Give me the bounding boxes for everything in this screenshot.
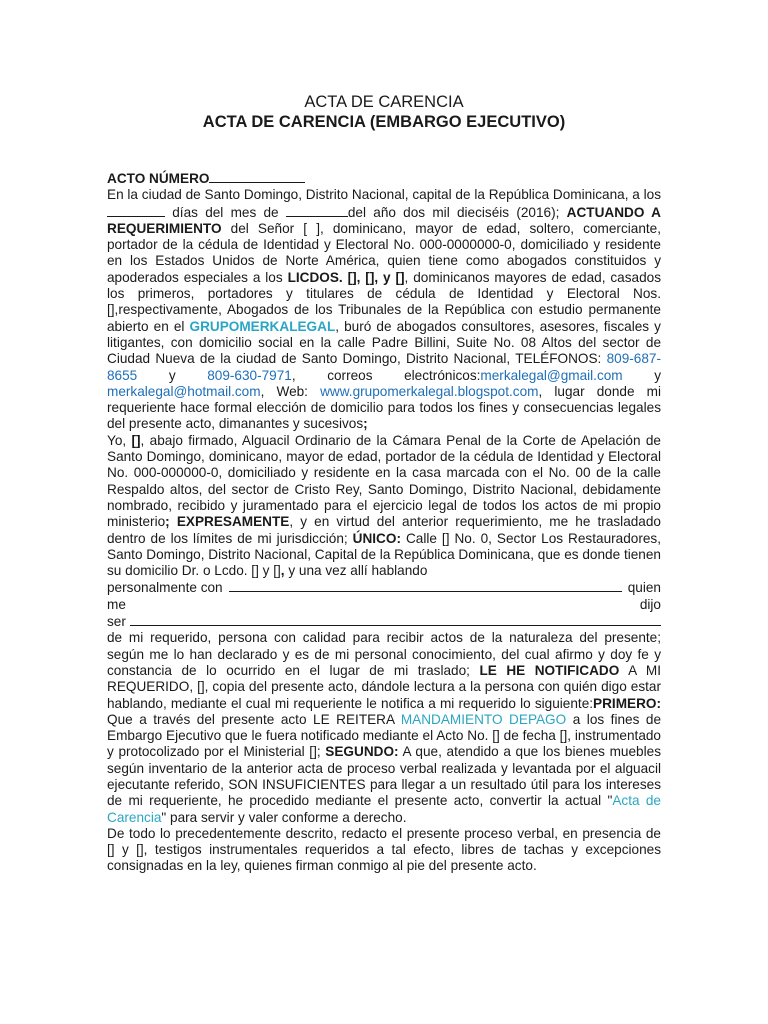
p2-segundo: SEGUNDO: <box>325 744 399 760</box>
p2-text-c: , abajo firmado, Alguacil Ordinario de la Cámara Penal de la Corte de Apelación de Santo Domingo, dominicano, mayor de edad, portador de la cédula de Identidad y Electoral No. 000-000000-0, domiciliado y residente en la casa marcada con el No. 00 de la calle Respaldo altos, del sector de Cristo Rey, Santo Domingo, Distrito Nacional, debidamente nombrado, recibido y juramentado para el ejercicio legal de todos los actos de mi propio ministerio <box>107 432 661 530</box>
email-link-2[interactable]: merkalegal@hotmail.com <box>107 383 261 399</box>
document-title: ACTA DE CARENCIA <box>304 93 464 111</box>
p2-text-l: me <box>107 596 126 612</box>
p2-text-g: Calle [] No. 0, Sector Los Restauradores, Santo Domingo, Distrito Nacional, Capital de la República Dominicana, que es donde tienen su domicilio Dr. o Lcdo. [] y [] <box>107 530 661 579</box>
person-name-blank <box>229 579 622 592</box>
p1-text-g: , dominicanos mayores de edad, casados los primeros, portadores y titulares de cédula de Identidad y Electoral Nos. [],respectivamente, Abogados de los Tribunales de la República con estudio permanente abierto en el <box>107 269 662 334</box>
paragraph-3: De todo lo precedentemente descrito, redacto el presente proceso verbal, en presencia de [] y [], testigos instrumentales requeridos a tal efecto, libres de tachas y excepciones consignadas en la ley, quienes firman conmigo al pie del presente acto. <box>107 825 661 874</box>
p2-text-u: a los fines de Embargo Ejecutivo que le fuera notificado mediante el Acto No. [] de fecha [], instrumentado y protocolizado por el Ministerial []; <box>107 711 662 760</box>
me-dijo-line <box>107 597 661 613</box>
p2-text-k: quien <box>627 580 661 596</box>
p2-acta-carencia: Acta de Carencia <box>107 793 661 825</box>
p2-text-w: A que, atendido a que los bienes muebles según inventario de la anterior acta de proceso verbal realizada y levantada por el alguacil ejecutante referido, SON INSUFICIENTES para llegar a un resultado útil para los intereses de mi requeriente, he procedido mediante el presente acto, convertir la actual " <box>107 744 661 809</box>
acto-label: ACTO NÚMERO <box>107 171 210 186</box>
title-block <box>0 92 768 132</box>
p2-primero: PRIMERO: <box>593 695 661 711</box>
email-link-1[interactable]: merkalegal@gmail.com <box>480 367 623 383</box>
p2-mandamiento: MANDAMIENTO DEPAGO <box>400 711 567 727</box>
phone-link-2[interactable]: 809-630-7971 <box>207 367 292 383</box>
paragraph-2-cont <box>107 630 661 826</box>
paragraph-1 <box>107 187 661 432</box>
p1-text-c: del año dos mil dieciséis (2016); <box>347 204 560 220</box>
p1-text-e: del Señor [ ], dominicano, mayor de edad, soltero, comerciante, portador de la cédula de Identidad y Electoral No. 000-0000000-0, domiciliado y residente en los Estados Unidos de Norte América, quien tiene como abogados constituidos y apoderados especiales a los <box>107 220 661 285</box>
paragraph-2 <box>107 433 661 580</box>
p1-text-k: y <box>654 367 662 383</box>
acto-line <box>107 170 661 187</box>
p2-text-q: A MI REQUERIDO, [], copia del presente acto, dándole lectura a la persona con quién digo estar hablando, mediante el cual mi requeriente le notifica a mi requerido lo siguiente: <box>107 662 661 711</box>
p1-text-i: y <box>168 367 176 383</box>
p2-unico: ÚNICO: <box>352 530 401 546</box>
p2-text-s: Que a través del presente acto LE REITERA <box>107 711 395 727</box>
ser-line <box>107 613 661 630</box>
phone-link-1[interactable]: 809-687-8655 <box>107 351 661 383</box>
p2-text-i: y una vez allí hablando <box>288 563 428 579</box>
p2-text-j: personalmente con <box>107 580 223 596</box>
p2-text-n: ser <box>107 614 126 630</box>
p1-text-b: días del mes de <box>172 204 279 220</box>
p1-actuando: ACTUANDO A REQUERIMIENTO <box>107 204 661 236</box>
acto-number-blank <box>209 170 305 183</box>
days-blank <box>107 204 165 217</box>
web-link[interactable]: www.grupomerkalegal.blogspot.com <box>320 383 539 399</box>
document-body <box>107 170 661 875</box>
relation-blank <box>130 613 661 626</box>
p1-text-a: En la ciudad de Santo Domingo, Distrito Nacional, capital de la República Dominicana, a los <box>107 187 661 203</box>
p1-licdos: LICDOS. [], [], y [] <box>287 269 405 285</box>
p2-text-h: , <box>280 563 285 579</box>
p2-text-e: , y en virtud del anterior requerimiento, me he trasladado dentro de los límites de mi jurisdicción; <box>107 514 661 546</box>
month-blank <box>286 204 348 217</box>
brand-grupomerkalegal: GRUPOMERKALEGAL <box>189 318 336 334</box>
p2-text-o: de mi requerido, persona con calidad para recibir actos de la naturaleza del presente; según me lo han declarado y es de mi personal conocimiento, del cual afirmo y doy fe y constancia de lo ocurrido en el lugar de mi traslado; <box>107 630 661 678</box>
personalmente-line <box>107 579 661 596</box>
document-subtitle: ACTA DE CARENCIA (EMBARGO EJECUTIVO) <box>202 113 566 131</box>
p2-notificado: LE HE NOTIFICADO <box>479 662 620 678</box>
p2-text-a: Yo, <box>107 432 127 448</box>
p1-text-m: , lugar donde mi requeriente hace formal elección de domicilio para todos los fines y consecuencias legales del presente acto, dimanantes y sucesivos <box>107 383 661 432</box>
p2-text-y: " para servir y valer conforme a derecho. <box>161 809 407 825</box>
p1-text-j: , correos electrónicos: <box>291 367 481 383</box>
p2-text-m: dijo <box>639 596 661 612</box>
p1-text-n: ; <box>363 416 368 432</box>
p2-text-b: [] <box>131 432 141 448</box>
p1-text-h: , buró de abogados consultores, asesores, fiscales y litigantes, con domicilio social en la calle Padre Billini, Suite No. 08 Altos del sector de Ciudad Nueva de la ciudad de Santo Domingo, Distrito Nacional, TELÉFONOS: <box>107 318 661 367</box>
p2-expresamente: ; EXPRESAMENTE <box>165 514 290 530</box>
p1-text-l: , Web: <box>260 383 308 399</box>
